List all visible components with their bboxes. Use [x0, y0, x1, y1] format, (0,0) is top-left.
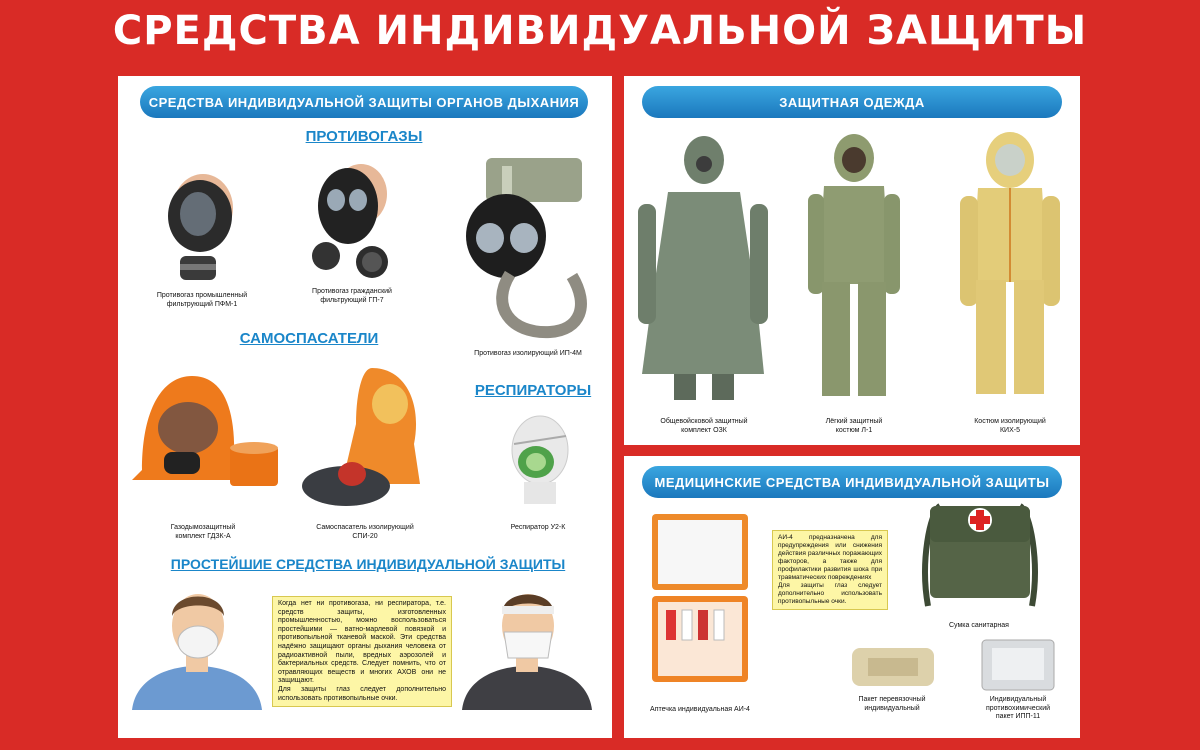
clothing-panel — [624, 76, 1080, 445]
simple-means-title: ПРОСТЕЙШИЕ СРЕДСТВА ИНДИВИДУАЛЬНОЙ ЗАЩИТЫ — [170, 556, 566, 572]
ai4-kit-image — [652, 514, 748, 684]
respiratory-panel — [118, 76, 612, 738]
simple-means-note: Когда нет ни противогаза, ни респиратора, т.е. средств защиты, изготовленных промышленностью, можно воспользоваться простейшими — ватно-марлевой повязкой и противопыльной тканевой маской. Эти средства надёжно защищают органы дыхания человека от радиоактивной пыли, вредных аэрозолей и бактериальных средств. Следует помнить, что от отравляющих веществ и многих АХОВ они не защищают. Для защиты глаз следует дополнительно использовать противопыльные очки. — [272, 596, 452, 707]
gdzk-caption: Газодымозащитный комплект ГДЗК-А — [170, 524, 236, 540]
respirators-title: РЕСПИРАТОРЫ — [474, 382, 592, 399]
clothing-header: ЗАЩИТНАЯ ОДЕЖДА — [642, 86, 1062, 118]
dressing-pack-caption: Пакет перевязочный индивидуальный — [858, 696, 926, 712]
spi20-caption: Самоспасатель изолирующий СПИ-20 — [316, 524, 414, 540]
dressing-pack-image — [850, 644, 936, 690]
medical-bag-image — [920, 502, 1040, 618]
ipp11-pack-image — [980, 638, 1056, 692]
person-cloth-mask-image — [462, 584, 592, 710]
ozk-suit-image — [638, 134, 768, 404]
medical-header: МЕДИЦИНСКИЕ СРЕДСТВА ИНДИВИДУАЛЬНОЙ ЗАЩИТЫ — [642, 466, 1062, 498]
medical-panel — [624, 456, 1080, 738]
gasmask-pfm1-image — [158, 168, 238, 288]
spi20-image — [302, 364, 432, 514]
gasmask-pfm1-caption: Противогаз промышленный фильтрующий ПФМ-1 — [156, 292, 248, 308]
selfrescuers-title: САМОСПАСАТЕЛИ — [239, 330, 379, 347]
gdzk-image — [132, 370, 282, 500]
gasmasks-title: ПРОТИВОГАЗЫ — [305, 128, 423, 145]
l1-caption: Лёгкий защитный костюм Л-1 — [825, 418, 883, 434]
poster-title: СРЕДСТВА ИНДИВИДУАЛЬНОЙ ЗАЩИТЫ — [112, 8, 1088, 54]
ozk-caption: Общевойсковой защитный комплект ОЗК — [660, 418, 748, 434]
ipp11-caption: Индивидуальный противохимический пакет ИПП-11 — [985, 696, 1051, 720]
gasmask-ip4m-image — [450, 156, 600, 346]
medical-bag-caption: Сумка санитарная — [949, 622, 1009, 629]
gasmask-ip4m-caption: Противогаз изолирующий ИП-4М — [474, 350, 582, 357]
l1-suit-image — [804, 134, 904, 404]
respirator-image — [496, 414, 576, 506]
kih5-suit-image — [960, 132, 1060, 402]
person-gauze-mask-image — [132, 586, 262, 710]
kih5-caption: Костюм изолирующий КИХ-5 — [974, 418, 1046, 434]
gasmask-gp7-caption: Противогаз гражданский фильтрующий ГП-7 — [312, 288, 392, 304]
respiratory-header: СРЕДСТВА ИНДИВИДУАЛЬНОЙ ЗАЩИТЫ ОРГАНОВ ДЫХАНИЯ — [140, 86, 588, 118]
ai4-note: АИ-4 предназначена для предупреждения или снижения действия различных поражающих факторов, а также для профилактики развития шока при травматических повреждениях Для защиты глаз следует дополнительно использовать противопыльные очки. — [772, 530, 888, 610]
respirator-caption: Респиратор У2-К — [510, 524, 566, 531]
ai4-kit-caption: Аптечка индивидуальная АИ-4 — [650, 706, 750, 713]
gasmask-gp7-image — [306, 158, 396, 278]
